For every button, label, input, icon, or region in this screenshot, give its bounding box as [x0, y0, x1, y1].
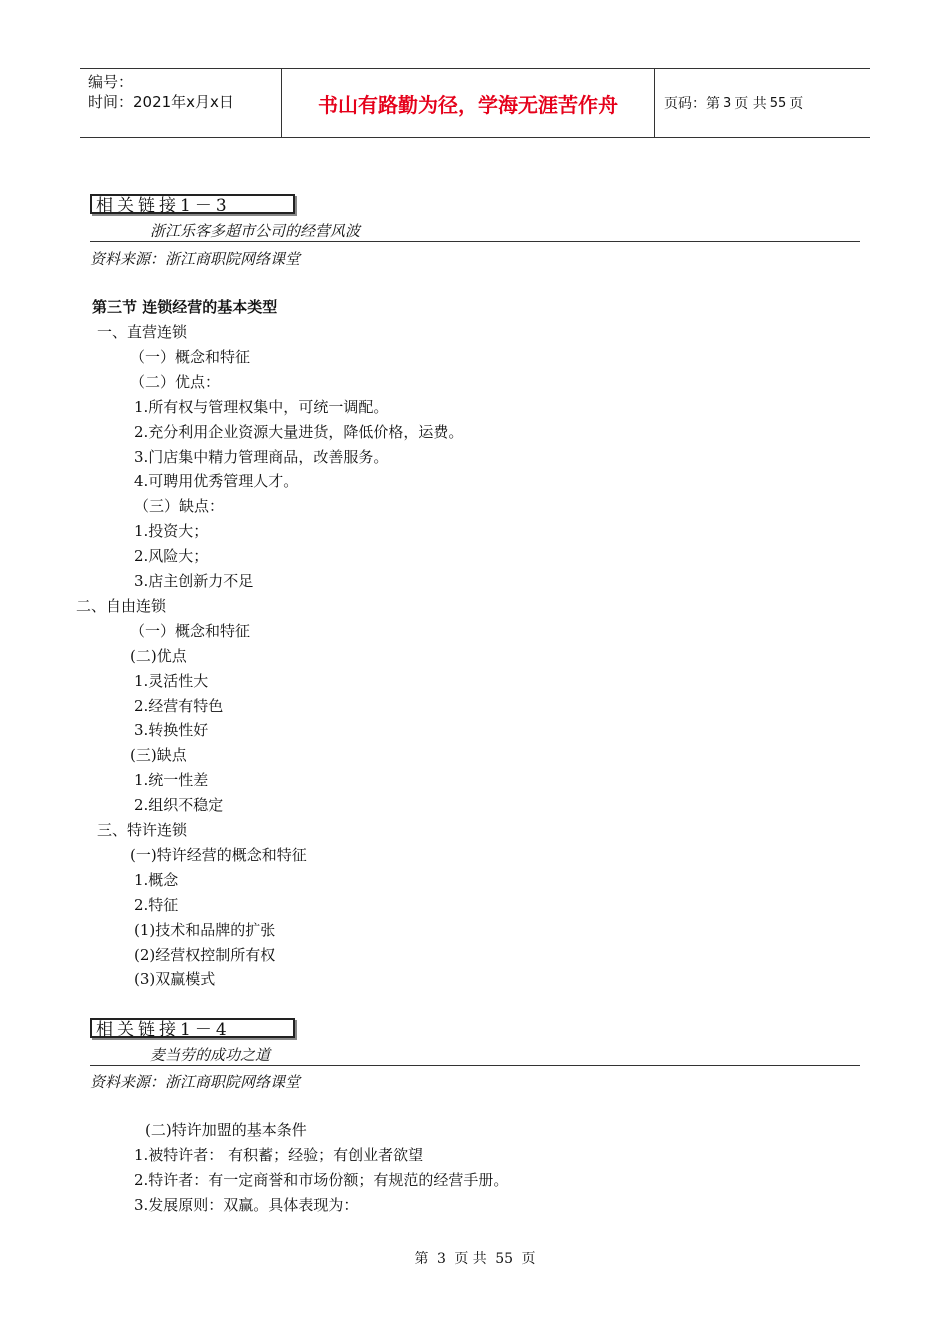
footer-page-number: 3 [436, 1251, 446, 1267]
related-link-box: 相关链接1－4 [90, 1018, 295, 1038]
outline-line: 3.发展原则：双赢。具体表现为： [134, 1196, 359, 1214]
footer-mid: 页 共 [454, 1251, 487, 1267]
outline-line: (2)经营权控制所有权 [134, 946, 276, 964]
outline-line: （一）概念和特征 [130, 622, 251, 640]
page-end-label: 页 [789, 96, 804, 112]
outline-line: 1.被特许者： 有积蓄；经验；有创业者欲望 [134, 1146, 424, 1164]
page-footer [0, 1248, 950, 1268]
outline-line: 2.组织不稳定 [134, 796, 224, 814]
outline-line: （二）优点： [130, 373, 221, 391]
outline-line: 1.概念 [134, 871, 179, 889]
outline-line: 一、直营连锁 [97, 323, 188, 341]
header-page-info [654, 69, 870, 137]
outline-line: 1.投资大； [134, 522, 209, 540]
time-label: 时间：2021年x月x日 [88, 93, 234, 111]
related-link-subtitle-row [90, 1042, 860, 1066]
related-link-box: 相关链接1－3 [90, 194, 295, 214]
outline-line: （一）概念和特征 [130, 348, 251, 366]
outline-line: (三)缺点 [130, 746, 187, 764]
outline-line: (一)特许经营的概念和特征 [130, 846, 307, 864]
page-mid-label: 页 共 [734, 96, 767, 112]
related-link-subtitle: 浙江乐客多超市公司的经营风波 [150, 222, 361, 240]
related-link-subtitle-row [90, 218, 860, 242]
outline-line: 1.所有权与管理权集中，可统一调配。 [134, 398, 389, 416]
outline-line: 1.统一性差 [134, 771, 209, 789]
outline-line: 2.经营有特色 [134, 697, 224, 715]
outline-line: 4.可聘用优秀管理人才。 [134, 472, 299, 490]
outline-line: 3.门店集中精力管理商品，改善服务。 [134, 448, 389, 466]
outline-line: (3)双赢模式 [134, 970, 216, 988]
outline-line: 二、自由连锁 [76, 597, 167, 615]
outline-line: (二)特许加盟的基本条件 [145, 1121, 307, 1139]
document-header [80, 68, 870, 138]
related-link-subtitle: 麦当劳的成功之道 [150, 1046, 271, 1064]
serial-label: 编号： [88, 73, 134, 91]
header-motto: 书山有路勤为径，学海无涯苦作舟 [281, 69, 655, 137]
source-note: 资料来源：浙江商职院网络课堂 [90, 1073, 301, 1091]
outline-line: 3.转换性好 [134, 721, 209, 739]
outline-line: (1)技术和品牌的扩张 [134, 921, 276, 939]
outline-line: 2.充分利用企业资源大量进货，降低价格，运费。 [134, 423, 464, 441]
section-title: 第三节 连锁经营的基本类型 [92, 298, 278, 316]
page-total: 55 [769, 95, 787, 111]
source-note: 资料来源：浙江商职院网络课堂 [90, 250, 301, 268]
footer-end: 页 [521, 1251, 536, 1267]
outline-line: 2.特许者：有一定商誉和市场份额；有规范的经营手册。 [134, 1171, 509, 1189]
footer-pre: 第 [414, 1251, 429, 1267]
page-label: 页码：第 [664, 96, 720, 112]
outline-line: 2.特征 [134, 896, 179, 914]
outline-line: 1.灵活性大 [134, 672, 209, 690]
outline-line: 三、特许连锁 [97, 821, 188, 839]
page-number: 3 [723, 95, 732, 111]
header-meta [80, 69, 280, 137]
outline-line: (二)优点 [130, 647, 187, 665]
outline-line: 3.店主创新力不足 [134, 572, 254, 590]
outline-line: 2.风险大； [134, 547, 209, 565]
footer-page-total: 55 [495, 1251, 514, 1267]
outline-line: （三）缺点： [134, 497, 225, 515]
